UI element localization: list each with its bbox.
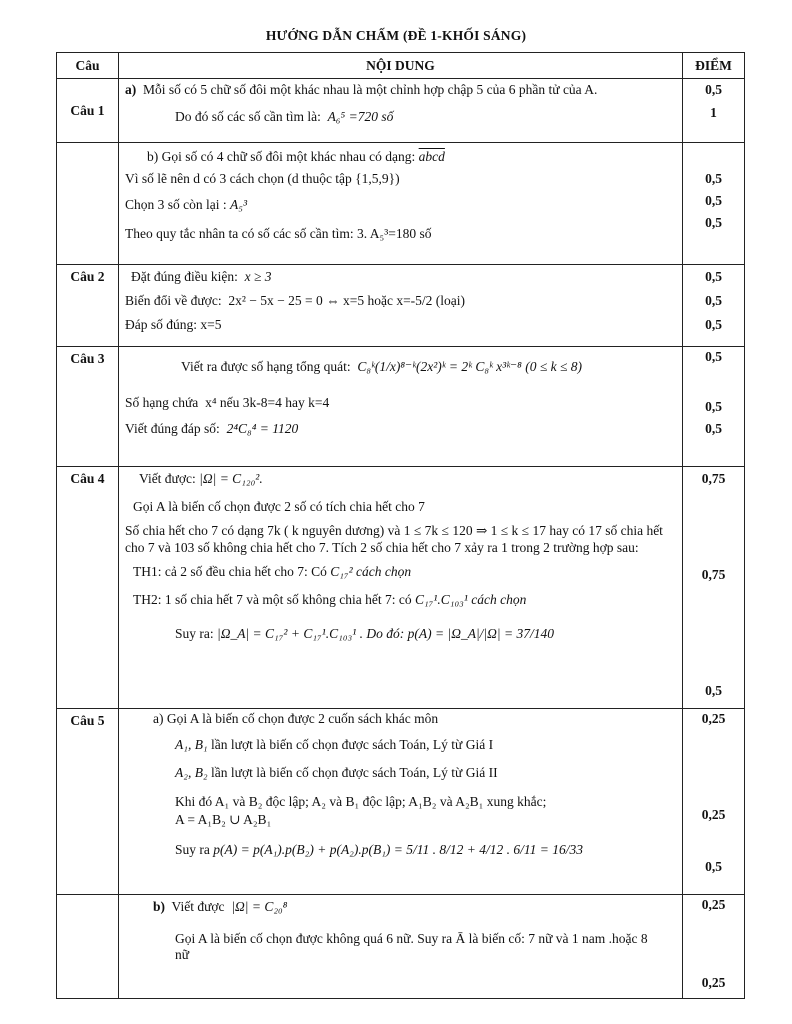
row-content: Viết được: |Ω| = C₁₂₀². Gọi A là biến cố chọn được 2 số có tích chia hết cho 7 Số chia hết cho 7 có dạng 7k ( k nguyên dương) và 1 ≤ 7k ≤ 120 ⇒ 1 ≤ k ≤ 17 hay có 17 số chia hết cho 7 và 103 số không chia hết cho 7. Tích 2 số chia hết cho 7 xảy ra 1 trong 2 trường hợp sau: TH1: cả 2 số đều chia hết cho 7: Có C₁₇² cách chọn TH2: 1 số chia hết 7 và một số không chia hết 7: có C₁₇¹.C₁₀₃¹ cách chọn Suy ra: |Ω_A| = C₁₇² + C₁₇¹.C₁₀₃¹ . Do đó: p(A) = |Ω_A|/|Ω| = 37/140 (119, 467, 683, 709)
row-label (57, 143, 119, 265)
table-row (57, 467, 745, 709)
row-label: Câu 2 (57, 265, 119, 347)
table-row (57, 347, 745, 467)
row-points: 0,5 1 (683, 79, 745, 143)
row-points: 0,25 0,25 0,5 (683, 709, 745, 895)
table-row (57, 79, 745, 143)
row-points: 0,5 0,5 0,5 (683, 265, 745, 347)
row-points: 0,25 0,25 (683, 895, 745, 999)
page-title: HƯỚNG DẪN CHẤM (ĐỀ 1-KHỐI SÁNG) (265, 28, 527, 43)
row-content: b) Gọi số có 4 chữ số đôi một khác nhau có dạng: abcd Vì số lẽ nên d có 3 cách chọn (d thuộc tập {1,5,9}) Chọn 3 số còn lại : A₅³ Theo quy tắc nhân ta có số các số cần tìm: 3. A₅³=180 số (119, 143, 683, 265)
grading-table (56, 52, 745, 999)
header-cau: Câu (57, 53, 119, 79)
row-label: Câu 3 (57, 347, 119, 467)
row-label: Câu 4 (57, 467, 119, 709)
table-row (57, 895, 745, 999)
row-label: Câu 1 (57, 79, 119, 143)
row-points: 0,5 0,5 0,5 (683, 347, 745, 467)
table-row (57, 709, 745, 895)
table-row (57, 265, 745, 347)
table-header-row (57, 53, 745, 79)
row-content: Đặt đúng điều kiện: x ≥ 3 Biến đổi về được: 2x² − 5x − 25 = 0 ⇔ x=5 hoặc x=-5/2 (loại) Đáp số đúng: x=5 (119, 265, 683, 347)
row-label (57, 895, 119, 999)
row-content: a) Gọi A là biến cố chọn được 2 cuốn sách khác môn A₁, B₁ lần lượt là biến cố chọn được sách Toán, Lý từ Giá I A₂, B₂ lần lượt là biến cố chọn được sách Toán, Lý từ Giá II Khi đó A₁ và B₂ độc lập; A₂ và B₁ độc lập; A₁B₂ và A₂B₁ xung khắc; A = A₁B₂ ∪ A₂B₁ Suy ra p(A) = p(A₁).p(B₂) + p(A₂).p(B₁) = 5/11 . 8/12 + 4/12 . 6/11 = 16/33 (119, 709, 683, 895)
row-points: 0,75 0,75 0,5 (683, 467, 745, 709)
row-content: b) Viết được |Ω| = C₂₀⁸ Gọi A là biến cố chọn được không quá 6 nữ. Suy ra Ā là biến cố: 7 nữ và 1 nam .hoặc 8 nữ (119, 895, 683, 999)
row-label: Câu 5 (57, 709, 119, 895)
row-content: Viết ra được số hạng tổng quát: C₈ᵏ(1/x)⁸⁻ᵏ(2x²)ᵏ = 2ᵏ C₈ᵏ x³ᵏ⁻⁸ (0 ≤ k ≤ 8) Số hạng chứa x⁴ nếu 3k-8=4 hay k=4 Viết đúng đáp số: 2⁴C₈⁴ = 1120 (119, 347, 683, 467)
row-content: a) Mỗi số có 5 chữ số đôi một khác nhau là một chỉnh hợp chập 5 của 6 phần tử của A. Do đó số các số cần tìm là: A₆⁵ =720 số (119, 79, 683, 143)
row-points: 0,5 0,5 0,5 (683, 143, 745, 265)
table-row (57, 143, 745, 265)
header-content: NỘI DUNG (119, 53, 683, 79)
header-points: ĐIỂM (683, 53, 745, 79)
